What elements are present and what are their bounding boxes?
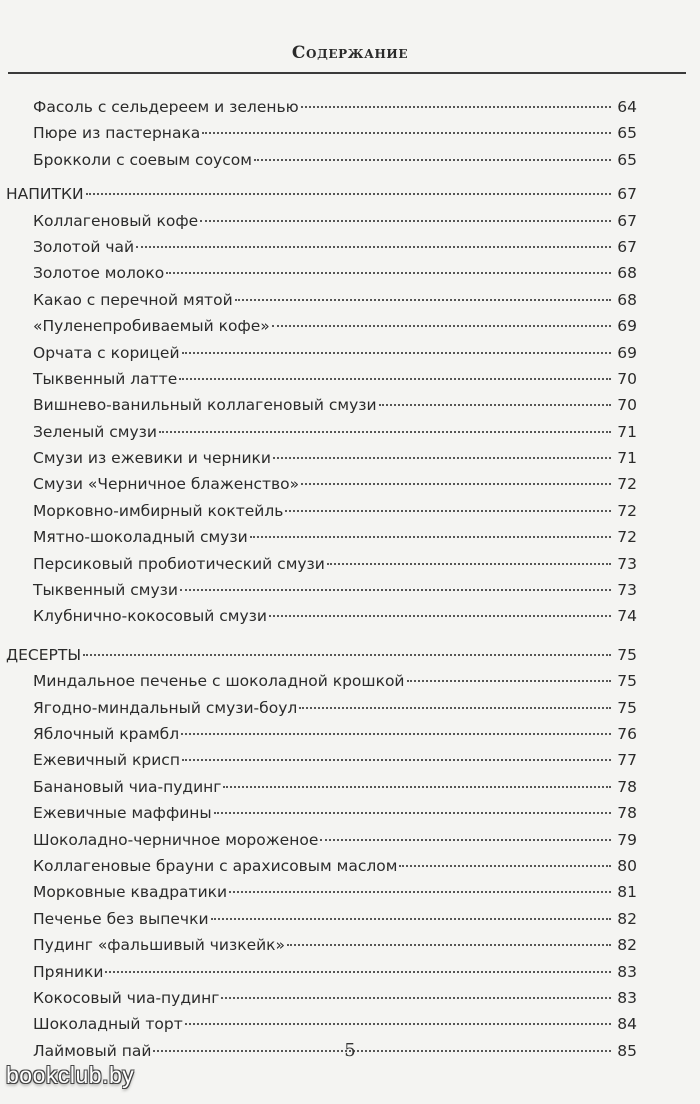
toc-entry (0, 906, 700, 932)
table-of-contents (0, 94, 700, 1064)
toc-entry-page: 75 (617, 672, 637, 691)
leader-dots (185, 1023, 611, 1025)
toc-entry-label: Морковные квадратики (33, 883, 228, 902)
toc-entry-label: Кокосовый чиа-пудинг (33, 988, 220, 1007)
leader-dots (223, 786, 611, 788)
site-watermark: bookclub.by (6, 1062, 135, 1088)
toc-entry-page: 71 (617, 422, 637, 441)
toc-entry-page: 82 (617, 909, 637, 928)
toc-entry-label: Пряники (33, 962, 104, 981)
leader-dots (235, 299, 611, 301)
toc-section-heading (0, 181, 700, 207)
toc-entry-page: 85 (617, 1041, 637, 1060)
toc-entry-page: 71 (617, 449, 637, 468)
toc-entry-label: Орчата с корицей (33, 343, 180, 362)
leader-dots (202, 132, 611, 134)
leader-dots (250, 536, 611, 538)
toc-entry-label: Шоколадно-черничное мороженое (33, 830, 319, 849)
toc-entry-page: 72 (617, 501, 637, 520)
leader-dots (301, 106, 611, 108)
toc-entry-page: 72 (617, 528, 637, 547)
toc-entry (0, 147, 700, 173)
toc-entry (0, 985, 700, 1011)
toc-entry-page: 64 (617, 98, 637, 116)
toc-entry (0, 800, 700, 826)
leader-dots (182, 759, 611, 761)
leader-dots (200, 220, 611, 222)
toc-entry (0, 695, 700, 721)
toc-entry-label: Пудинг «фальшивый чизкейк» (33, 936, 286, 955)
leader-dots (407, 680, 611, 682)
toc-entry (0, 932, 700, 958)
leader-dots (221, 997, 611, 999)
leader-dots (399, 865, 611, 867)
toc-entry-label: Смузи «Черничное блаженство» (33, 475, 300, 494)
toc-entry-page: 72 (617, 475, 637, 494)
toc-section-page: 67 (617, 185, 637, 204)
leader-dots (136, 246, 611, 248)
toc-entry-label: Лаймовый пай (33, 1041, 152, 1060)
toc-entry-page: 80 (617, 856, 637, 875)
toc-entry (0, 498, 700, 524)
toc-entry (0, 471, 700, 497)
leader-dots (179, 378, 611, 380)
toc-entry (0, 747, 700, 773)
toc-section-title: НАПИТКИ (6, 185, 84, 204)
leader-dots (287, 944, 611, 946)
toc-entry-page: 76 (617, 724, 637, 743)
toc-entry-page: 69 (617, 317, 637, 336)
leader-dots (86, 193, 611, 195)
toc-entry-page: 78 (617, 777, 637, 796)
toc-entry (0, 234, 700, 260)
toc-entry-label: Брокколи с соевым соусом (33, 150, 252, 169)
toc-entry (0, 340, 700, 366)
toc-entry-label: Мятно-шоколадный смузи (33, 528, 248, 547)
leader-dots (269, 615, 611, 617)
toc-entry-label: Персиковый пробиотический смузи (33, 554, 325, 573)
toc-entry-label: Фасоль с сельдереем и зеленью (33, 98, 299, 116)
toc-entry (0, 313, 700, 339)
toc-entry-label: Тыквенный латте (33, 369, 178, 388)
leader-dots (272, 325, 611, 327)
toc-entry (0, 287, 700, 313)
toc-entry (0, 419, 700, 445)
toc-entry-page: 70 (617, 396, 637, 415)
page-title: Содержание (291, 43, 409, 63)
toc-entry (0, 445, 700, 471)
toc-entry (0, 959, 700, 985)
toc-entry-label: Шоколадный торт (33, 1015, 183, 1034)
toc-entry (0, 1011, 700, 1037)
toc-entry-label: Ежевичные маффины (33, 804, 212, 823)
toc-entry (0, 392, 700, 418)
toc-entry-label: Тыквенный смузи (33, 581, 178, 600)
page-number: 5 (344, 1040, 356, 1061)
toc-entry-label: Какао с перечной мятой (33, 290, 233, 309)
leader-dots (83, 654, 611, 656)
toc-entry-page: 70 (617, 369, 637, 388)
toc-entry-page: 69 (617, 343, 637, 362)
toc-entry (0, 120, 700, 146)
leader-dots (229, 891, 611, 893)
leader-dots (182, 352, 611, 354)
toc-entry-label: Банановый чиа-пудинг (33, 777, 222, 796)
leader-dots (105, 971, 611, 973)
toc-entry-page: 78 (617, 804, 637, 823)
toc-entry-page: 79 (617, 830, 637, 849)
leader-dots (211, 918, 611, 920)
toc-entry-label: Золотой чай (33, 237, 135, 256)
toc-entry-page: 74 (617, 607, 637, 626)
toc-entry (0, 879, 700, 905)
header-divider (8, 72, 686, 74)
toc-entry-page: 73 (617, 581, 637, 600)
toc-entry (0, 208, 700, 234)
toc-entry (0, 260, 700, 286)
leader-dots (254, 159, 611, 161)
toc-entry (0, 577, 700, 603)
toc-entry (0, 827, 700, 853)
toc-entry (0, 551, 700, 577)
toc-entry-label: Морковно-имбирный коктейль (33, 501, 284, 520)
toc-entry (0, 94, 700, 120)
toc-entry-page: 75 (617, 698, 637, 717)
toc-entry-page: 81 (617, 883, 637, 902)
toc-entry-label: Смузи из ежевики и черники (33, 449, 271, 468)
toc-entry-label: «Пуленепробиваемый кофе» (33, 317, 270, 336)
toc-entry-page: 65 (617, 150, 637, 169)
leader-dots (214, 812, 611, 814)
toc-entry-page: 83 (617, 988, 637, 1007)
leader-dots (285, 510, 611, 512)
leader-dots (327, 563, 611, 565)
toc-entry-label: Клубнично-кокосовый смузи (33, 607, 267, 626)
leader-dots (166, 272, 611, 274)
toc-entry-page: 73 (617, 554, 637, 573)
leader-dots (180, 589, 611, 591)
toc-entry (0, 603, 700, 629)
toc-entry-label: Коллагеновые брауни с арахисовым маслом (33, 856, 398, 875)
toc-entry-page: 65 (617, 124, 637, 143)
toc-entry-label: Пюре из пастернака (33, 124, 201, 143)
toc-entry-label: Золотое молоко (33, 264, 165, 283)
leader-dots (301, 483, 611, 485)
toc-entry-page: 77 (617, 751, 637, 770)
toc-entry (0, 524, 700, 550)
toc-entry-page: 68 (617, 290, 637, 309)
toc-entry (0, 774, 700, 800)
toc-entry-label: Коллагеновый кофе (33, 211, 199, 230)
toc-entry (0, 853, 700, 879)
toc-entry-label: Печенье без выпечки (33, 909, 209, 928)
toc-entry (0, 721, 700, 747)
leader-dots (273, 457, 611, 459)
leader-dots (320, 839, 611, 841)
toc-entry-page: 67 (617, 237, 637, 256)
leader-dots (181, 733, 611, 735)
toc-entry-label: Вишнево-ванильный коллагеновый смузи (33, 396, 377, 415)
toc-entry-page: 84 (617, 1015, 637, 1034)
toc-section-heading (0, 642, 700, 668)
toc-entry-label: Ежевичный крисп (33, 751, 180, 770)
toc-entry-page: 83 (617, 962, 637, 981)
toc-entry (0, 668, 700, 694)
leader-dots (159, 431, 611, 433)
toc-entry-label: Ягодно-миндальный смузи-боул (33, 698, 298, 717)
toc-entry (0, 366, 700, 392)
toc-entry-label: Яблочный крамбл (33, 724, 180, 743)
toc-section-page: 75 (617, 645, 637, 664)
leader-dots (379, 404, 611, 406)
toc-section-title: ДЕСЕРТЫ (6, 645, 82, 664)
leader-dots (299, 707, 611, 709)
toc-entry-page: 68 (617, 264, 637, 283)
toc-entry-label: Миндальное печенье с шоколадной крошкой (33, 672, 405, 691)
toc-entry-page: 82 (617, 936, 637, 955)
toc-entry-page: 67 (617, 211, 637, 230)
toc-entry-label: Зеленый смузи (33, 422, 157, 441)
